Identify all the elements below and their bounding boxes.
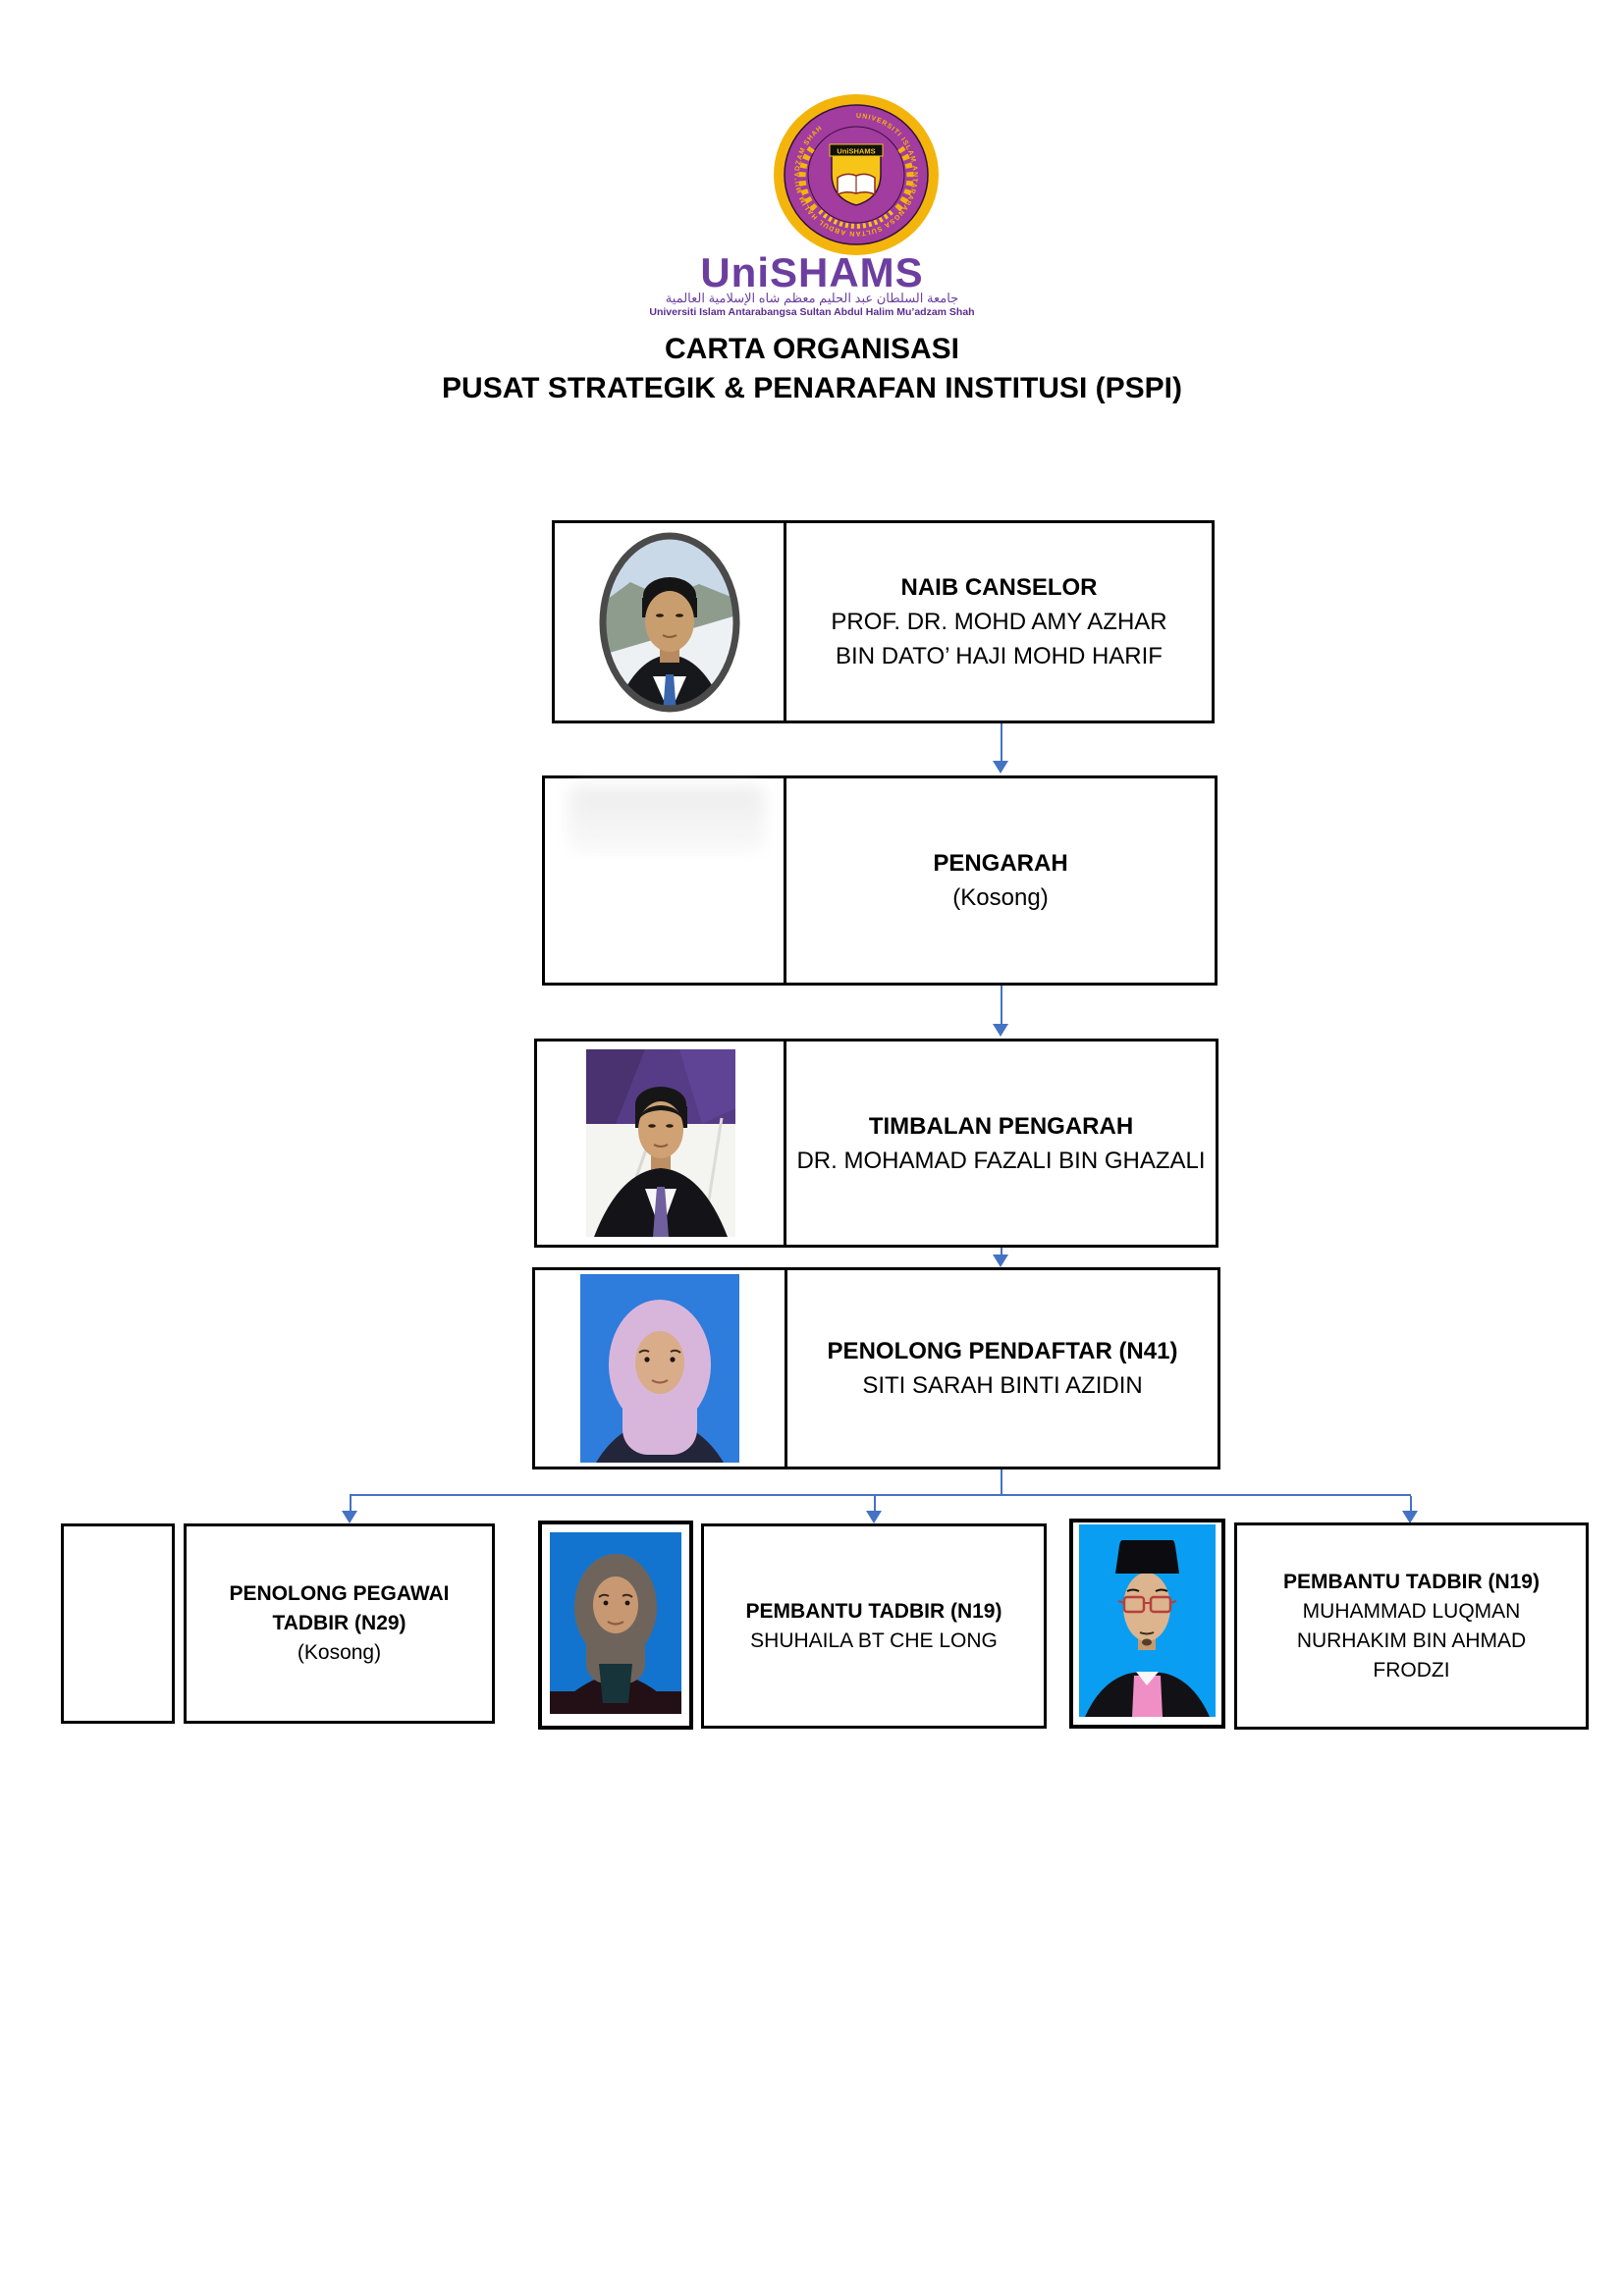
timbalan-pengarah-photo xyxy=(586,1049,735,1237)
blurred-photo-placeholder xyxy=(568,786,765,851)
connector-line xyxy=(874,1496,876,1512)
connector-line xyxy=(1001,986,1002,1026)
penolong-pendaftar-photo xyxy=(580,1274,739,1463)
arrow-down-icon xyxy=(866,1511,882,1523)
shuhaila-photo xyxy=(542,1524,689,1726)
unishams-wordmark: UniSHAMS xyxy=(700,249,924,295)
connector-line xyxy=(1001,1469,1002,1496)
vacancy-label: (Kosong) xyxy=(297,1641,382,1664)
role-title: PENOLONG PENDAFTAR (N41) xyxy=(827,1338,1178,1364)
vacancy-label: (Kosong) xyxy=(952,884,1049,911)
university-arabic-name: جامعة السلطان عبد الحليم معظم شاه الإسلامية العالمية xyxy=(665,291,959,305)
connector-line xyxy=(1410,1496,1412,1512)
role-title: NAIB CANSELOR xyxy=(900,574,1098,601)
org-box-naib-canselor xyxy=(552,520,1215,723)
title-line-2: PUSAT STRATEGIK & PENARAFAN INSTITUSI (PSPI) xyxy=(442,372,1182,404)
naib-canselor-photo xyxy=(596,531,743,714)
seal-ring-text: UNIVERSITI ISLAM ANTARABANGSA SULTAN ABDUL HALIM MU’ADZAM SHAH xyxy=(793,112,918,238)
seal-band-text: UniSHAMS xyxy=(837,146,876,156)
role-title: TIMBALAN PENGARAH xyxy=(868,1112,1134,1140)
person-name: DR. MOHAMAD FAZALI BIN GHAZALI xyxy=(796,1147,1206,1174)
org-box-penolong-pendaftar xyxy=(532,1267,1220,1469)
university-tagline: Universiti Islam Antarabangsa Sultan Abdul Halim Mu’adzam Shah xyxy=(649,306,975,318)
org-box-pembantu-tadbir-luqman xyxy=(1234,1522,1589,1730)
penolong-pendaftar-photo-cell xyxy=(535,1270,787,1467)
person-name: SITI SARAH BINTI AZIDIN xyxy=(862,1372,1143,1399)
org-box-timbalan-pengarah xyxy=(534,1039,1218,1248)
org-box-pembantu-tadbir-shuhaila xyxy=(701,1523,1047,1729)
person-name: PROF. DR. MOHD AMY AZHAR BIN DATO’ HAJI MOHD HARIF xyxy=(831,609,1167,669)
connector-line xyxy=(1001,723,1002,763)
document-title xyxy=(0,330,1624,408)
role-title: PENOLONG PEGAWAI TADBIR (N29) xyxy=(229,1582,450,1634)
arrow-down-icon xyxy=(993,1024,1008,1037)
person-name: SHUHAILA BT CHE LONG xyxy=(750,1629,998,1652)
title-line-1: CARTA ORGANISASI xyxy=(665,333,959,365)
pengarah-photo-cell xyxy=(545,778,786,983)
role-title: PENGARAH xyxy=(933,850,1068,877)
arrow-down-icon xyxy=(993,761,1008,774)
connector-branch-bar xyxy=(350,1494,1411,1496)
empty-photo-placeholder-box xyxy=(61,1523,175,1724)
unishams-seal-logo xyxy=(773,93,940,256)
arrow-down-icon xyxy=(342,1511,357,1523)
connector-line xyxy=(350,1496,352,1512)
timbalan-pengarah-photo-cell xyxy=(537,1041,786,1245)
arrow-down-icon xyxy=(993,1255,1008,1267)
role-title: PEMBANTU TADBIR (N19) xyxy=(1283,1570,1540,1593)
role-title: PEMBANTU TADBIR (N19) xyxy=(745,1599,1002,1623)
org-box-penolong-pegawai-tadbir xyxy=(184,1523,495,1724)
luqman-photo-box xyxy=(1069,1519,1225,1729)
luqman-photo xyxy=(1073,1522,1221,1725)
naib-canselor-photo-cell xyxy=(555,523,786,721)
person-name: MUHAMMAD LUQMAN NURHAKIM BIN AHMAD FRODZI xyxy=(1296,1599,1527,1682)
shuhaila-photo-box xyxy=(538,1521,693,1730)
org-box-pengarah xyxy=(542,775,1218,986)
